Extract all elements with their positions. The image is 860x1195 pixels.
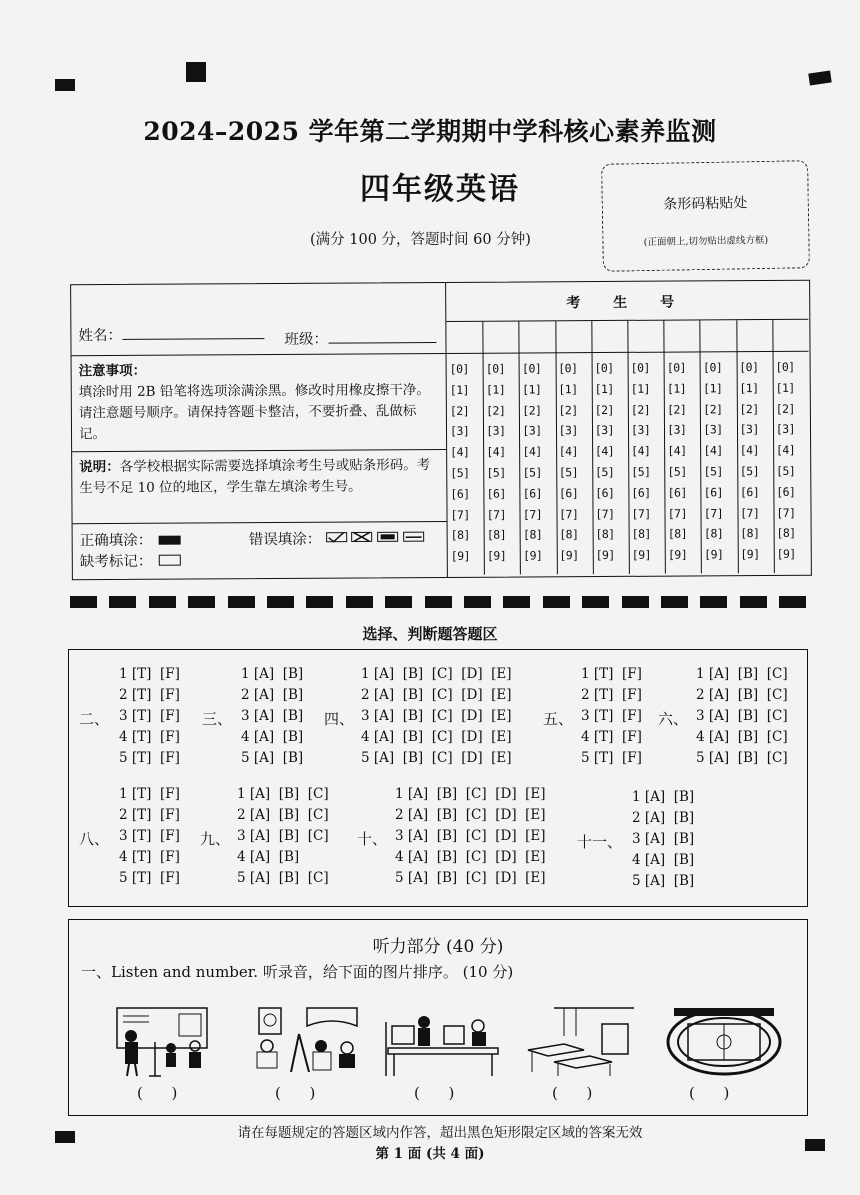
exam-digit-bubble[interactable]: [5] <box>776 463 796 478</box>
exam-digit-bubble[interactable]: [0] <box>666 360 687 375</box>
exam-number-column-divider <box>483 322 486 575</box>
exam-digit-bubble[interactable]: [4] <box>594 444 615 459</box>
listening-title: 听力部分 (40 分) <box>372 937 504 957</box>
answer-row[interactable]: 4 [T] [F] <box>581 729 642 745</box>
exam-digit-bubble[interactable]: [9] <box>486 548 507 563</box>
answer-row[interactable]: 5 [A] [B] <box>241 750 304 766</box>
alignment-mark <box>808 71 831 86</box>
answer-row[interactable]: 5 [A] [B] <box>632 873 695 889</box>
exam-digit-bubble[interactable]: [5] <box>486 465 506 480</box>
exam-digit-bubble[interactable]: [7] <box>595 506 615 521</box>
question-group-label: 二、 <box>79 710 110 728</box>
barcode-label: 条形码粘贴处 <box>663 195 748 213</box>
answer-row[interactable]: 2 [A] [B] <box>632 810 695 826</box>
alignment-mark <box>55 79 75 91</box>
name-field[interactable] <box>78 323 264 345</box>
separator-dash <box>70 596 97 608</box>
exam-digit-bubble[interactable]: [1] <box>594 381 614 396</box>
exam-digit-bubble[interactable]: [3] <box>739 422 759 437</box>
answer-row[interactable]: 4 [T] [F] <box>119 729 180 745</box>
separator-dash <box>661 596 688 608</box>
question-group-label: 九、 <box>200 830 231 848</box>
answer-row[interactable]: 3 [T] [F] <box>581 708 642 724</box>
exam-title: 2024–2025 学年第二学期期中学科核心素养监测 <box>143 117 717 146</box>
notes-text: 填涂时用 2B 铅笔将选项涂满涂黑。修改时用橡皮擦干净。请注意题号顺序。请保持答题卡整洁，不要折叠、乱做标记。 <box>78 382 430 443</box>
notes-block <box>79 359 440 445</box>
exam-digit-bubble[interactable]: [0] <box>594 360 614 376</box>
footer-warning: 请在每题规定的答题区域内作答，超出黑色矩形限定区域的答案无效 <box>237 1125 643 1141</box>
answer-row[interactable]: 4 [T] [F] <box>119 849 180 865</box>
separator-dash <box>464 596 491 608</box>
wrong-fill-icons <box>326 531 426 548</box>
question-group <box>696 664 788 769</box>
name-label: 姓名： <box>78 327 122 345</box>
exam-digit-bubble[interactable]: [8] <box>486 527 507 543</box>
exam-digit-bubble[interactable]: [9] <box>523 548 543 563</box>
answer-blank[interactable]: ( ) <box>414 1084 455 1102</box>
exam-digit-bubble[interactable]: [8] <box>776 526 796 541</box>
answer-blank[interactable]: ( ) <box>137 1084 178 1102</box>
exam-digit-bubble[interactable]: [7] <box>631 506 651 521</box>
exam-digit-bubble[interactable]: [6] <box>595 485 615 500</box>
exam-digit-bubble[interactable]: [4] <box>703 443 723 458</box>
exam-digit-bubble[interactable]: [5] <box>450 465 470 480</box>
exam-digit-bubble[interactable]: [2] <box>594 402 614 417</box>
exam-number-column-divider <box>772 320 775 573</box>
answer-row[interactable]: 1 [A] [B] [C] <box>696 666 788 682</box>
answer-row[interactable]: 2 [A] [B] [C] [D] [E] <box>395 807 546 823</box>
answer-blank[interactable]: ( ) <box>275 1084 316 1102</box>
exam-digit-bubble[interactable]: [5] <box>631 464 651 479</box>
answer-row[interactable]: 1 [A] [B] [C] <box>237 786 329 802</box>
exam-digit-bubble[interactable]: [4] <box>631 443 651 459</box>
separator-dash <box>740 596 767 608</box>
question-group-label: 四、 <box>324 710 355 728</box>
answer-row[interactable]: 4 [A] [B] [C] <box>696 729 788 745</box>
answer-row[interactable]: 2 [T] [F] <box>581 687 642 703</box>
exam-digit-bubble[interactable]: [3] <box>594 423 615 438</box>
answer-row[interactable]: 5 [T] [F] <box>581 750 642 766</box>
exam-digit-bubble[interactable]: [8] <box>559 527 579 542</box>
exam-number-title: 考 生 号 <box>566 294 689 312</box>
separator-dash <box>346 596 373 608</box>
exam-digit-bubble[interactable]: [3] <box>522 423 542 438</box>
exam-digit-bubble[interactable]: [2] <box>667 402 687 417</box>
answer-row[interactable]: 5 [T] [F] <box>119 750 180 766</box>
answer-row[interactable]: 5 [T] [F] <box>119 870 180 886</box>
exam-digit-bubble[interactable]: [3] <box>775 422 796 437</box>
playground-picture <box>664 1006 782 1078</box>
exam-digit-bubble[interactable]: [1] <box>449 382 470 397</box>
answer-row[interactable]: 2 [A] [B] [C] [D] [E] <box>361 687 512 703</box>
answer-row[interactable]: 4 [A] [B] <box>241 729 304 745</box>
exam-digit-bubble[interactable]: [1] <box>522 382 542 397</box>
question-group <box>581 664 642 769</box>
question-group-label: 十一、 <box>577 833 623 851</box>
exam-digit-bubble[interactable]: [6] <box>776 484 796 499</box>
answer-row[interactable]: 4 [A] [B] <box>237 849 300 865</box>
absent-legend <box>80 550 181 572</box>
answer-row[interactable]: 3 [A] [B] <box>632 831 695 847</box>
wrong-fill-label: 错误填涂： <box>248 531 322 549</box>
explain-block <box>79 455 439 499</box>
exam-digit-bubble[interactable]: [0] <box>775 359 795 374</box>
exam-digit-bubble[interactable]: [9] <box>776 547 796 562</box>
exam-number-column-divider <box>700 320 703 573</box>
question-group-label: 五、 <box>543 710 574 728</box>
separator-dash <box>188 596 215 608</box>
exam-digit-bubble[interactable]: [2] <box>522 402 542 418</box>
explain-title: 说明： <box>79 458 120 476</box>
exam-digit-bubble[interactable]: [7] <box>740 505 760 520</box>
exam-digit-bubble[interactable]: [2] <box>449 403 470 418</box>
class-field[interactable] <box>284 327 436 349</box>
classroom-picture <box>524 1006 642 1078</box>
exam-digit-bubble[interactable]: [4] <box>558 444 579 459</box>
exam-digit-bubble[interactable]: [3] <box>630 423 651 438</box>
exam-digit-bubble[interactable]: [5] <box>522 465 542 480</box>
exam-digit-bubble[interactable]: [2] <box>775 401 795 416</box>
listening-section <box>68 919 808 1116</box>
exam-digit-bubble[interactable]: [0] <box>702 360 723 375</box>
exam-digit-bubble[interactable]: [5] <box>595 464 615 480</box>
exam-digit-bubble[interactable]: [2] <box>703 401 723 416</box>
exam-digit-bubble[interactable]: [4] <box>739 443 760 458</box>
exam-digit-bubble[interactable]: [3] <box>667 422 687 438</box>
exam-digit-bubble[interactable]: [0] <box>449 361 469 376</box>
answer-row[interactable]: 3 [A] [B] <box>241 708 304 724</box>
computer-room-picture <box>384 1006 502 1078</box>
exam-digit-bubble[interactable]: [1] <box>775 380 795 395</box>
exam-digit-bubble[interactable]: [8] <box>631 527 651 542</box>
subject-title: 四年级英语 <box>360 172 520 207</box>
exam-digit-bubble[interactable]: [7] <box>522 506 543 522</box>
exam-digit-bubble[interactable]: [6] <box>667 485 687 500</box>
separator-dash <box>425 596 452 608</box>
filled-box-icon <box>158 536 180 545</box>
alignment-mark <box>186 62 206 82</box>
question-group <box>241 664 303 769</box>
exam-digit-bubble[interactable]: [7] <box>776 505 796 520</box>
absent-label: 缺考标记： <box>79 553 153 571</box>
answer-row[interactable]: 4 [A] [B] [C] [D] [E] <box>361 729 512 745</box>
answer-row[interactable]: 1 [T] [F] <box>119 666 180 682</box>
question-group <box>632 787 694 892</box>
exam-digit-bubble[interactable]: [7] <box>667 506 688 521</box>
question-group-label: 十、 <box>357 830 388 848</box>
exam-digit-bubble[interactable]: [0] <box>558 361 578 376</box>
exam-digit-bubble[interactable]: [4] <box>775 443 796 458</box>
answer-box <box>68 649 808 907</box>
correct-fill-legend <box>80 529 181 551</box>
exam-digit-bubble[interactable]: [4] <box>450 445 470 460</box>
question-group-label: 六、 <box>658 710 689 728</box>
exam-digit-bubble[interactable]: [5] <box>667 464 687 479</box>
exam-digit-bubble[interactable]: [1] <box>739 380 759 395</box>
wrong-fill-legend <box>249 527 426 549</box>
separator-dash <box>503 596 530 608</box>
exam-digit-bubble[interactable]: [1] <box>703 381 723 396</box>
separator-dash <box>306 596 333 608</box>
student-info-box <box>70 280 812 581</box>
answer-row[interactable]: 1 [T] [F] <box>581 666 642 682</box>
answer-row[interactable]: 1 [A] [B] <box>241 666 304 682</box>
answer-row[interactable]: 2 [T] [F] <box>119 687 180 703</box>
exam-digit-bubble[interactable]: [1] <box>666 381 687 396</box>
music-class-picture <box>109 1006 227 1078</box>
score-info: (满分 100 分，答题时间 60 分钟) <box>310 232 531 248</box>
separator-dash <box>267 596 294 608</box>
exam-digit-bubble[interactable]: [2] <box>558 402 578 417</box>
exam-digit-bubble[interactable]: [5] <box>703 464 723 479</box>
question-group <box>361 664 512 769</box>
exam-digit-bubble[interactable]: [9] <box>667 547 688 562</box>
exam-digit-bubble[interactable]: [0] <box>521 361 542 376</box>
answer-row[interactable]: 4 [A] [B] <box>632 852 695 868</box>
exam-digit-bubble[interactable]: [8] <box>595 527 615 542</box>
exam-number-column-divider <box>627 321 630 574</box>
exam-digit-bubble[interactable]: [0] <box>485 361 506 376</box>
exam-digit-bubble[interactable]: [6] <box>450 486 470 501</box>
exam-digit-bubble[interactable]: [9] <box>631 547 652 563</box>
exam-number-column-divider <box>664 321 667 574</box>
separator-dash <box>779 596 806 608</box>
barcode-area <box>601 160 810 272</box>
answer-blank[interactable]: ( ) <box>552 1084 593 1102</box>
exam-digit-bubble[interactable]: [2] <box>739 401 759 416</box>
answer-row[interactable]: 2 [A] [B] [C] <box>696 687 788 703</box>
answer-blank[interactable]: ( ) <box>689 1084 730 1102</box>
answer-row[interactable]: 5 [A] [B] [C] [D] [E] <box>361 750 512 766</box>
exam-digit-bubble[interactable]: [2] <box>630 402 651 417</box>
answer-row[interactable]: 5 [A] [B] [C] [D] [E] <box>395 870 546 886</box>
exam-number-column-divider <box>736 320 739 573</box>
answer-row[interactable]: 2 [T] [F] <box>119 807 180 823</box>
question-group-label: 八、 <box>79 830 110 848</box>
exam-digit-bubble[interactable]: [1] <box>558 381 578 397</box>
exam-digit-bubble[interactable]: [8] <box>522 527 543 542</box>
answer-row[interactable]: 4 [A] [B] [C] [D] [E] <box>395 849 546 865</box>
answer-section-title: 选择、判断题答题区 <box>362 625 498 643</box>
separator-dash <box>149 596 176 608</box>
notes-title: 注意事项： <box>78 362 147 380</box>
answer-row[interactable]: 5 [A] [B] [C] <box>237 870 329 886</box>
exam-number-column-divider <box>519 322 522 575</box>
exam-number-column-divider <box>555 321 558 574</box>
exam-digit-bubble[interactable]: [8] <box>667 526 688 542</box>
exam-digit-bubble[interactable]: [8] <box>450 528 470 543</box>
question-group <box>237 784 329 889</box>
exam-digit-bubble[interactable]: [9] <box>740 547 760 562</box>
question-group-label: 三、 <box>202 710 233 728</box>
exam-digit-bubble[interactable]: [1] <box>485 382 506 397</box>
exam-digit-bubble[interactable]: [6] <box>703 485 724 500</box>
exam-digit-bubble[interactable]: [6] <box>522 486 543 501</box>
exam-digit-bubble[interactable]: [6] <box>631 485 651 500</box>
exam-digit-bubble[interactable]: [6] <box>486 486 506 501</box>
page-number: 第 1 面 (共 4 面) <box>375 1146 485 1162</box>
exam-digit-bubble[interactable]: [9] <box>704 547 724 562</box>
separator-dash <box>622 596 649 608</box>
answer-row[interactable]: 5 [A] [B] [C] <box>696 750 788 766</box>
exam-digit-bubble[interactable]: [1] <box>630 381 651 396</box>
answer-row[interactable]: 1 [A] [B] [C] [D] [E] <box>361 666 512 682</box>
separator-dash <box>385 596 412 608</box>
exam-digit-bubble[interactable]: [8] <box>703 526 724 541</box>
exam-digit-bubble[interactable]: [8] <box>740 526 760 541</box>
exam-digit-bubble[interactable]: [6] <box>558 485 579 501</box>
answer-row[interactable]: 3 [A] [B] [C] <box>237 828 329 844</box>
exam-digit-bubble[interactable]: [4] <box>667 443 687 458</box>
answer-row[interactable]: 2 [A] [B] [C] <box>237 807 329 823</box>
exam-digit-bubble[interactable]: [7] <box>703 505 724 520</box>
exam-digit-bubble[interactable]: [9] <box>450 549 471 564</box>
listening-question: 一、Listen and number. 听录音，给下面的图片排序。 (10 分) <box>81 963 514 981</box>
exam-digit-bubble[interactable]: [0] <box>630 360 650 375</box>
explain-text: 各学校根据实际需要选择填涂考生号或贴条形码。考生号不足 10 位的地区，学生靠左填涂考生号。 <box>79 457 431 497</box>
answer-row[interactable]: 1 [A] [B] <box>632 789 695 805</box>
barcode-note: (正面朝上,切勿贴出虚线方框) <box>643 234 769 249</box>
exam-digit-bubble[interactable]: [9] <box>595 548 615 563</box>
exam-digit-bubble[interactable]: [5] <box>558 465 579 480</box>
exam-digit-bubble[interactable]: [4] <box>486 444 506 459</box>
exam-digit-bubble[interactable]: [7] <box>450 507 470 522</box>
answer-row[interactable]: 3 [T] [F] <box>119 828 180 844</box>
separator-dash <box>543 596 570 608</box>
separator-dash <box>228 596 255 608</box>
separator-dash <box>700 596 727 608</box>
exam-digit-bubble[interactable]: [3] <box>558 423 578 438</box>
answer-row[interactable]: 3 [T] [F] <box>119 708 180 724</box>
exam-digit-bubble[interactable]: [0] <box>739 360 759 375</box>
answer-row[interactable]: 1 [T] [F] <box>119 786 180 802</box>
answer-row[interactable]: 1 [A] [B] [C] [D] [E] <box>395 786 546 802</box>
answer-row[interactable]: 3 [A] [B] [C] [D] [E] <box>395 828 546 844</box>
question-group <box>119 784 180 889</box>
question-group <box>119 664 180 769</box>
separator-dash <box>582 596 609 608</box>
class-label: 班级： <box>284 331 328 348</box>
exam-digit-bubble[interactable]: [7] <box>559 506 579 521</box>
exam-digit-bubble[interactable]: [6] <box>739 484 760 499</box>
answer-row[interactable]: 2 [A] [B] <box>241 687 304 703</box>
absent-checkbox[interactable] <box>158 555 180 566</box>
exam-number-column-divider <box>591 321 594 574</box>
art-class-picture <box>247 1006 365 1078</box>
exam-digit-bubble[interactable]: [3] <box>703 422 723 437</box>
answer-row[interactable]: 3 [A] [B] [C] <box>696 708 788 724</box>
question-group <box>395 784 546 889</box>
exam-digit-bubble[interactable]: [3] <box>486 423 506 439</box>
separator-dash <box>109 596 136 608</box>
exam-digit-bubble[interactable]: [4] <box>522 444 542 459</box>
exam-digit-bubble[interactable]: [5] <box>739 464 760 479</box>
exam-digit-bubble[interactable]: [2] <box>486 403 506 418</box>
exam-digit-bubble[interactable]: [3] <box>449 424 470 439</box>
exam-digit-bubble[interactable]: [7] <box>486 507 507 522</box>
answer-row[interactable]: 3 [A] [B] [C] [D] [E] <box>361 708 512 724</box>
correct-fill-label: 正确填涂： <box>79 532 153 550</box>
exam-digit-bubble[interactable]: [9] <box>559 548 579 563</box>
